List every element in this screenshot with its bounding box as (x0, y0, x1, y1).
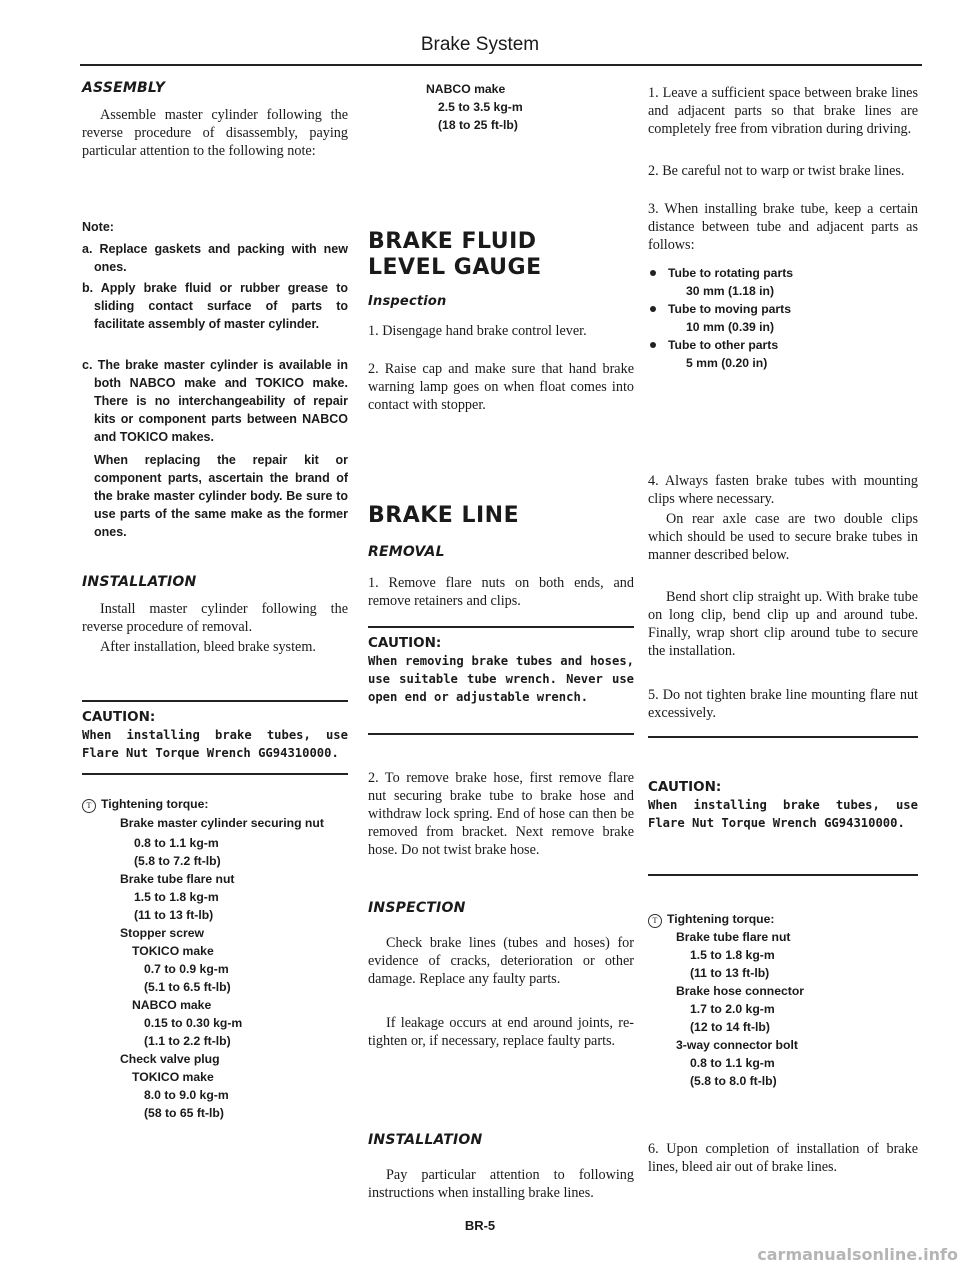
torque-title: T Tightening torque: (648, 910, 918, 928)
inspection-heading: INSPECTION (368, 900, 466, 916)
installation-paragraph: Pay particular attention to following instructions when installing brake lines. (368, 1167, 634, 1201)
torque-line: (5.1 to 6.5 ft-lb) (144, 980, 231, 994)
install-step-4-procedure: Bend short clip straight up. With brake tube on long clip, bend clip up and around tube. Finally, wrap short clip around tube to secure the installation. (648, 589, 918, 659)
torque-line: 1.5 to 1.8 kg-m (690, 948, 775, 962)
torque-line: (5.8 to 7.2 ft-lb) (134, 854, 221, 868)
note-c-extra: When replacing the repair kit or component parts, ascertain the brand of the brake master cylinder body. Be sure to use parts of the same make as the former ones. (94, 453, 348, 539)
install-step-2: 2. Be careful not to warp or twist brake lines. (648, 163, 905, 179)
installation-heading: INSTALLATION (368, 1132, 483, 1148)
note-item-c: c. The brake master cylinder is available in both NABCO make and TOKICO make. There is no interchangeability of repair kits or component parts between NABCO and TOKICO makes. (82, 358, 348, 444)
removal-step-2: 2. To remove brake hose, first remove flare nut securing brake tube to brake hose and withdraw lock spring. End of hose can then be removed from bracket. Next remove brake hose. Do not twist brake hose. (368, 770, 634, 858)
torque-line: (1.1 to 2.2 ft-lb) (144, 1034, 231, 1048)
brake-fluid-heading-line2: LEVEL GAUGE (368, 255, 542, 280)
assembly-paragraph: Assemble master cylinder following the reverse procedure of disassembly, paying particular attention to the following note: (82, 107, 348, 159)
torque-line: TOKICO make (132, 944, 214, 958)
inspection-step-1: 1. Disengage hand brake control lever. (368, 323, 587, 339)
torque-spec-list (648, 928, 918, 1090)
inspection-paragraph-1: Check brake lines (tubes and hoses) for evidence of cracks, deterioration or other damage. Replace any faulty parts. (368, 935, 634, 987)
torque-line: Brake master cylinder securing nut (120, 816, 324, 830)
torque-line: 0.7 to 0.9 kg-m (144, 962, 229, 976)
clearance-item: Tube to moving parts 10 mm (0.39 in) (648, 300, 918, 336)
caution-title: CAUTION: (368, 635, 442, 651)
caution-rule-bottom (368, 733, 634, 735)
torque-wrench-icon: T (82, 799, 96, 813)
torque-line: TOKICO make (132, 1070, 214, 1084)
caution-rule-bottom (82, 773, 348, 775)
note-item-a: a. Replace gaskets and packing with new ones. (82, 242, 348, 274)
torque-line: Brake hose connector (676, 984, 805, 998)
installation-paragraph-2: After installation, bleed brake system. (100, 639, 316, 655)
install-step-3: 3. When installing brake tube, keep a certain distance between tube and adjacent parts as follows: (648, 201, 918, 253)
torque-line: 8.0 to 9.0 kg-m (144, 1088, 229, 1102)
torque-line: Brake tube flare nut (676, 930, 791, 944)
torque-line: (18 to 25 ft-lb) (438, 118, 518, 132)
torque-line: 1.5 to 1.8 kg-m (134, 890, 219, 904)
clearance-item: Tube to rotating parts 30 mm (1.18 in) (648, 264, 918, 300)
note-label: Note: (82, 220, 114, 234)
install-step-4: 4. Always fasten brake tubes with mounting clips where necessary. (648, 473, 918, 507)
caution-text: When installing brake tubes, use Flare Nut Torque Wrench GG94310000. (648, 798, 918, 830)
torque-title: T Tightening torque: (82, 795, 348, 813)
brake-fluid-heading-line1: BRAKE FLUID (368, 229, 537, 254)
install-step-6: 6. Upon completion of installation of brake lines, bleed air out of brake lines. (648, 1141, 918, 1175)
caution-title: CAUTION: (82, 709, 156, 725)
torque-line: Brake tube flare nut (120, 872, 235, 886)
torque-spec-list (82, 814, 348, 1122)
clearance-item: Tube to other parts 5 mm (0.20 in) (648, 336, 918, 372)
clearance-list (648, 264, 918, 372)
bullet-icon (650, 270, 656, 276)
caution-rule-top (82, 700, 348, 702)
torque-line: NABCO make (132, 998, 212, 1012)
torque-line: 2.5 to 3.5 kg-m (438, 100, 523, 114)
caution-rule-top (648, 736, 918, 738)
nabco-torque-continued (368, 80, 634, 134)
caution-rule-bottom (648, 874, 918, 876)
torque-line: Stopper screw (120, 926, 204, 940)
caution-rule-top (368, 626, 634, 628)
torque-line: 0.15 to 0.30 kg-m (144, 1016, 243, 1030)
removal-step-1: 1. Remove flare nuts on both ends, and remove retainers and clips. (368, 575, 634, 609)
torque-line: 3-way connector bolt (676, 1038, 798, 1052)
torque-wrench-icon: T (648, 914, 662, 928)
installation-heading: INSTALLATION (82, 574, 197, 590)
installation-paragraph-1: Install master cylinder following the reverse procedure of removal. (82, 601, 348, 635)
removal-heading: REMOVAL (368, 544, 445, 560)
torque-line: (58 to 65 ft-lb) (144, 1106, 224, 1120)
caution-text: When installing brake tubes, use Flare Nut Torque Wrench GG94310000. (82, 728, 348, 760)
assembly-heading: ASSEMBLY (82, 80, 166, 96)
torque-line: Check valve plug (120, 1052, 220, 1066)
torque-line: NABCO make (426, 82, 506, 96)
torque-line: 0.8 to 1.1 kg-m (690, 1056, 775, 1070)
torque-line: 0.8 to 1.1 kg-m (134, 836, 219, 850)
inspection-subheading: Inspection (368, 294, 447, 309)
inspection-paragraph-2: If leakage occurs at end around joints, re-tighten or, if necessary, replace faulty parts. (368, 1015, 634, 1049)
header-rule (80, 64, 922, 66)
caution-text: When removing brake tubes and hoses, use suitable tube wrench. Never use open end or adjustable wrench. (368, 654, 634, 704)
caution-title: CAUTION: (648, 779, 722, 795)
torque-line: (5.8 to 8.0 ft-lb) (690, 1074, 777, 1088)
install-step-1: 1. Leave a sufficient space between brake lines and adjacent parts so that brake lines are completely free from vibration during driving. (648, 85, 918, 137)
bullet-icon (650, 306, 656, 312)
watermark: carmanualsonline.info (757, 1245, 958, 1264)
inspection-step-2: 2. Raise cap and make sure that hand brake warning lamp goes on when float comes into contact with stopper. (368, 361, 634, 413)
page-header-title: Brake System (420, 34, 540, 55)
bullet-icon (650, 342, 656, 348)
torque-line: (12 to 14 ft-lb) (690, 1020, 770, 1034)
brake-line-heading: BRAKE LINE (368, 503, 520, 528)
install-step-4-detail: On rear axle case are two double clips which should be used to secure brake tubes in manner described below. (648, 511, 918, 563)
torque-line: (11 to 13 ft-lb) (690, 966, 770, 980)
install-step-5: 5. Do not tighten brake line mounting flare nut excessively. (648, 687, 918, 721)
note-item-b: b. Apply brake fluid or rubber grease to sliding contact surface of parts to facilitate assembly of master cylinder. (82, 281, 348, 331)
torque-line: (11 to 13 ft-lb) (134, 908, 214, 922)
page-number: BR-5 (464, 1218, 496, 1233)
torque-line: 1.7 to 2.0 kg-m (690, 1002, 775, 1016)
